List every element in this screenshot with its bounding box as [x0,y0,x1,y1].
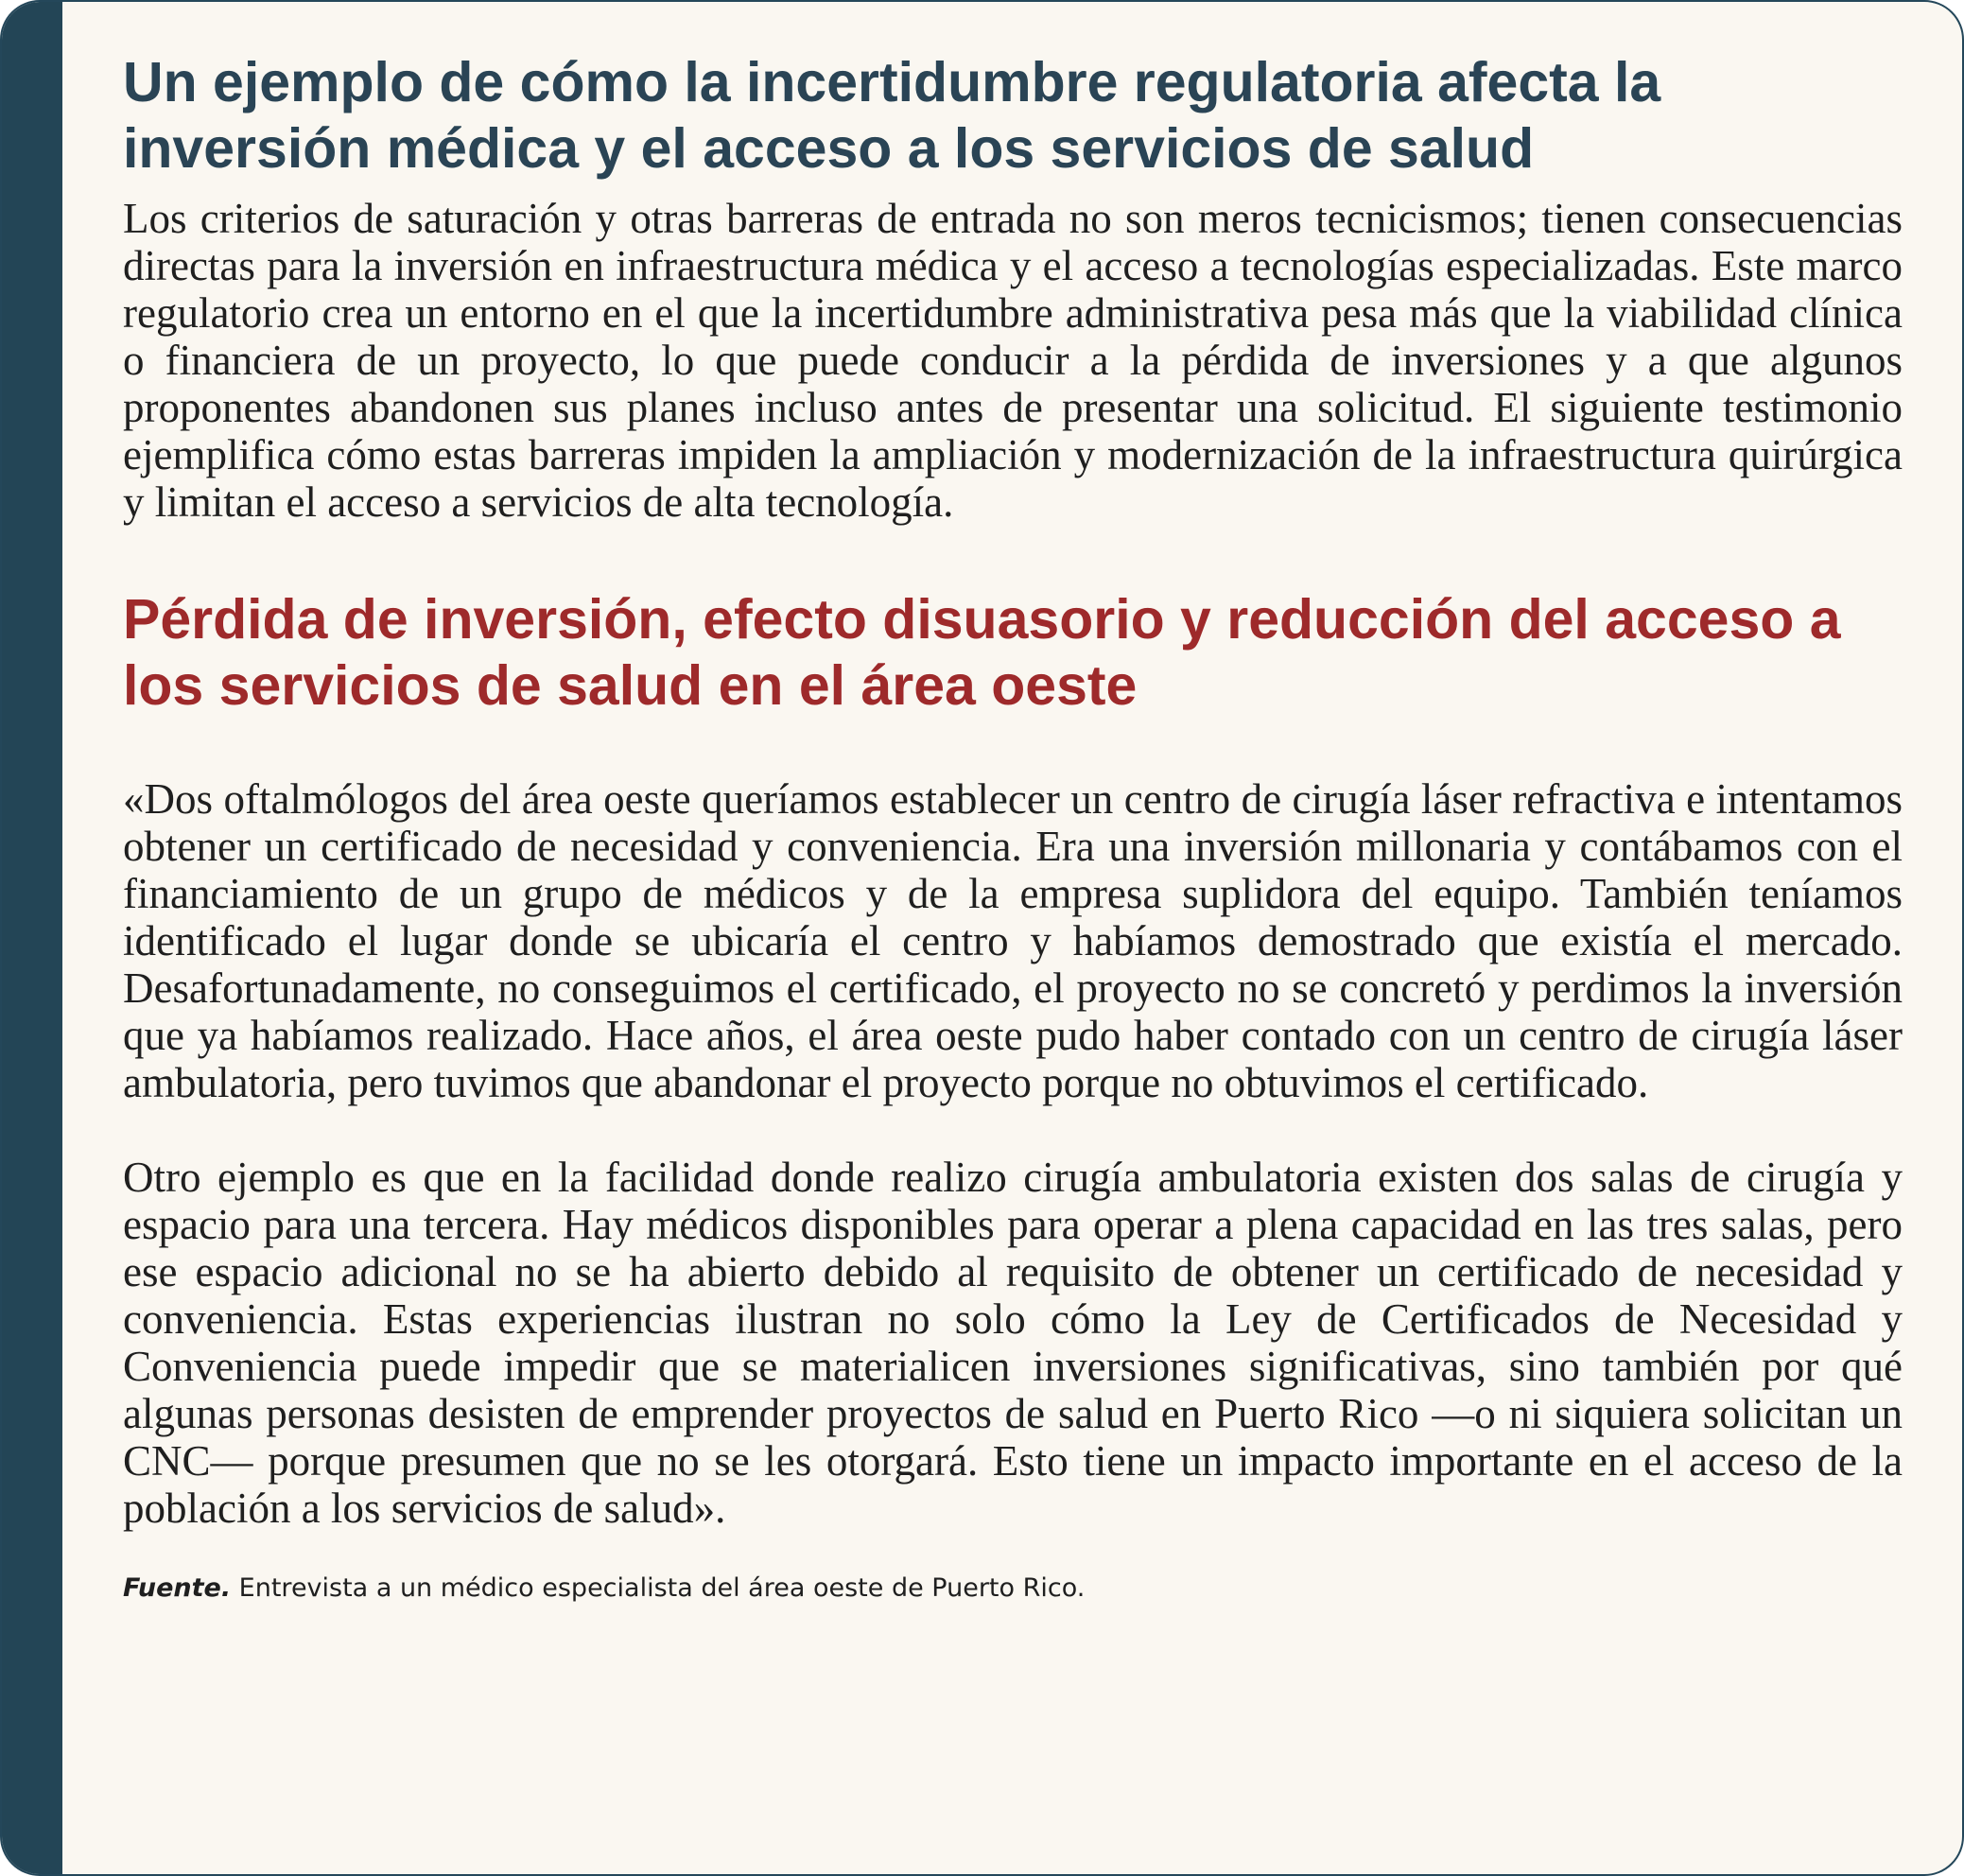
source-text: Entrevista a un médico especialista del área oeste de Puerto Rico. [231,1573,1086,1603]
intro-paragraph: Los criterios de saturación y otras barreras de entrada no son meros tecnicismos; tienen consecuencias directas para la inversión en infraestructura médica y el acceso a tecnologías especializadas. Este marco regulatorio crea un entorno en el que la incertidumbre administrativa pesa más que la viabilidad clínica o financiera de un proyecto, lo que puede conducir a la pérdida de inversiones y a que algunos proponentes abandonen sus planes incluso antes de presentar una solicitud. El siguiente testimonio ejemplifica cómo estas barreras impiden la ampliación y modernización de la infraestructura quirúrgica y limitan el acceso a servicios de alta tecnología. [123,195,1903,526]
testimony-paragraph-1: «Dos oftalmólogos del área oeste queríamos establecer un centro de cirugía láser refractiva e intentamos obtener un certificado de necesidad y conveniencia. Era una inversión millonaria y contábamos con el financiamiento de un grupo de médicos y de la empresa suplidora del equipo. También teníamos identificado el lugar donde se ubicaría el centro y habíamos demostrado que existía el mercado. Desafortunadamente, no conseguimos el certificado, el proyecto no se concretó y perdimos la inversión que ya habíamos realizado. Hace años, el área oeste pudo haber contado con un centro de cirugía láser ambulatoria, pero tuvimos que abandonar el proyecto porque no obtuvimos el certificado. [123,775,1903,1106]
source-label: Fuente. [123,1573,232,1603]
source-note [123,1572,1903,1606]
card-title: Un ejemplo de cómo la incertidumbre regulatoria afecta la inversión médica y el acceso a los servicios de salud [123,51,1661,180]
accent-bar [2,2,62,1874]
testimony-paragraph-2: Otro ejemplo es que en la facilidad donde realizo cirugía ambulatoria existen dos salas de cirugía y espacio para una tercera. Hay médicos disponibles para operar a plena capacidad en las tres salas, pero ese espacio adicional no se ha abierto debido al requisito de obtener un certificado de necesidad y conveniencia. Estas experiencias ilustran no solo cómo la Ley de Certificados de Necesidad y Conveniencia puede impedir que se materialicen inversiones significativas, sino también por qué algunas personas desisten de emprender proyectos de salud en Puerto Rico —o ni siquiera solicitan un CNC— porque presumen que no se les otorgará. Esto tiene un impacto importante en el acceso de la población a los servicios de salud». [123,1154,1903,1532]
section-subtitle: Pérdida de inversión, efecto disuasorio y reducción del acceso a los servicios de salud en el área oeste [123,588,1841,717]
card-content [123,49,1903,1606]
